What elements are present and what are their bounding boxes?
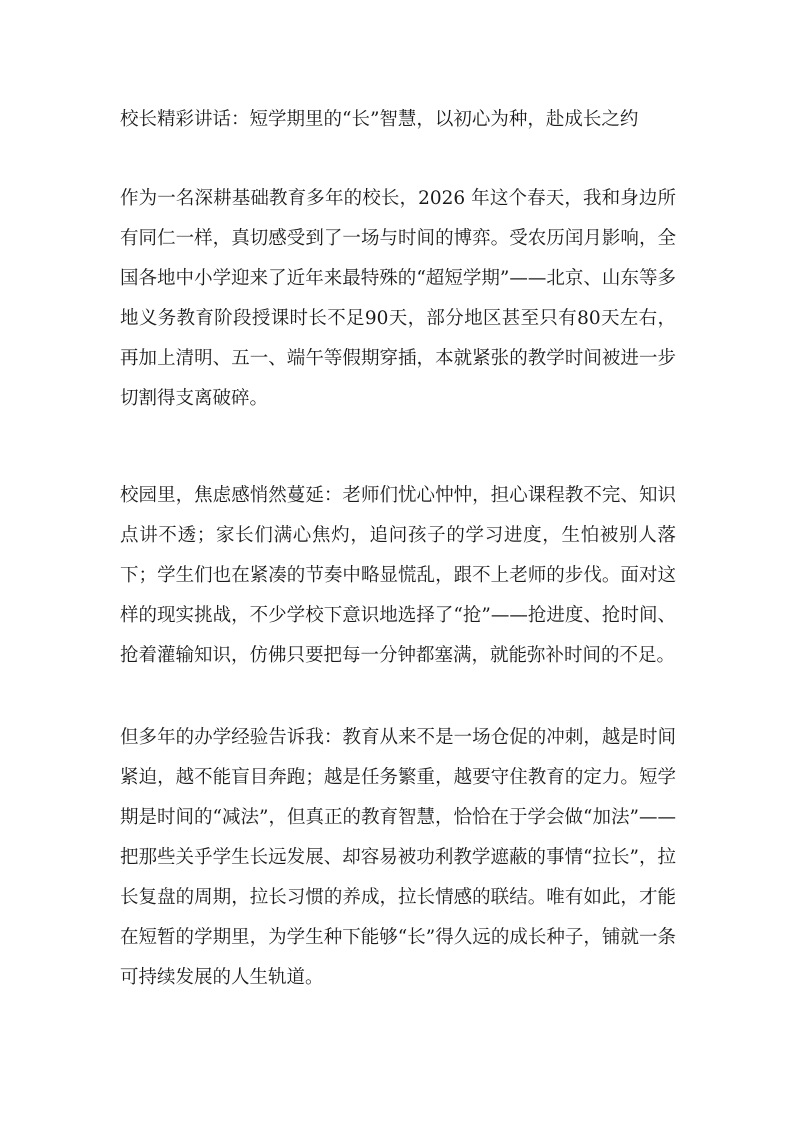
paragraph-1: 作为一名深耕基础教育多年的校长，2026 年这个春天，我和身边所有同仁一样，真切感受到了一场与时间的博弈。受农历闰月影响，全国各地中小学迎来了近年来最特殊的“超短学期”——北京、山东等多地义务教育阶段授课时长不足90天，部分地区甚至只有80天左右，再加上清明、五一、端午等假期穿插，本就紧张的教学时间被进一步切割得支离破碎。 (120, 188, 676, 409)
paragraph-3: 但多年的办学经验告诉我：教育从来不是一场仓促的冲刺，越是时间紧迫，越不能盲目奔跑；越是任务繁重，越要守住教育的定力。短学期是时间的“减法”，但真正的教育智慧，恰恰在于学会做“加法”——把那些关乎学生长远发展、却容易被功利教学遮蔽的事情“拉长”，拉长复盘的周期，拉长习惯的养成，拉长情感的联结。唯有如此，才能在短暂的学期里，为学生种下能够“长”得久远的成长种子，铺就一条可持续发展的人生轨道。 (120, 727, 676, 988)
paragraph-2: 校园里，焦虑感悄然蔓延：老师们忧心忡忡，担心课程教不完、知识点讲不透；家长们满心焦灼，追问孩子的学习进度，生怕被别人落下；学生们也在紧凑的节奏中略显慌乱，跟不上老师的步伐。面对这样的现实挑战，不少学校下意识地选择了“抢”——抢进度、抢时间、抢着灌输知识，仿佛只要把每一分钟都塞满，就能弥补时间的不足。 (120, 485, 676, 666)
document-title: 校长精彩讲话：短学期里的“长”智慧，以初心为种，赴成长之约 (120, 109, 639, 130)
